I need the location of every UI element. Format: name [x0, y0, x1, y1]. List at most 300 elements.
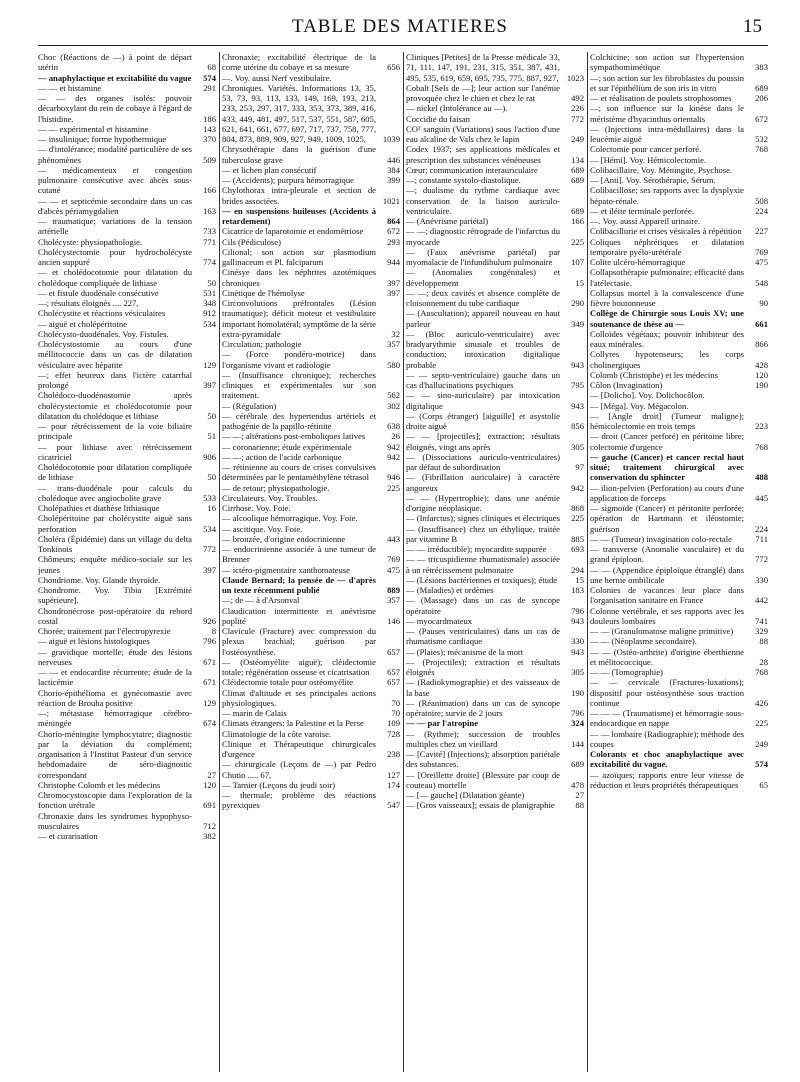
- index-entry: [406, 52, 584, 83]
- index-entry: [590, 93, 768, 103]
- index-entry-text: — gravidique mortelle; étude des lésions nerveuses: [38, 646, 192, 667]
- index-entry: [38, 575, 216, 585]
- index-entry-page: 672: [387, 226, 400, 237]
- index-entry: [406, 647, 584, 657]
- index-entry-text: Cils (Pédiculose): [222, 236, 281, 247]
- index-entry-page: 16: [207, 503, 216, 513]
- index-entry-text: Colchicine; son action sur l'hypertension sympathomimétique: [590, 52, 744, 73]
- index-entry-page: 174: [387, 779, 400, 790]
- index-entry: [590, 380, 768, 390]
- index-entry-page: 226: [571, 103, 584, 114]
- index-entry-page: 28: [759, 656, 768, 667]
- index-entry-text: — aiguë et cholépéritoine: [38, 318, 128, 329]
- index-entry-text: — [Méga]. Voy. Mégacolon.: [590, 400, 689, 411]
- index-entry-text: — (Fibrillation auriculaire) à caractère angoreux: [406, 472, 560, 493]
- page-number: 15: [743, 16, 762, 37]
- index-entry-text: Collapsothérapie pulmonaire; efficacité dans l'atélectasie.: [590, 267, 744, 288]
- index-entry-page: 166: [571, 216, 584, 226]
- index-entry-page: 488: [755, 472, 768, 483]
- index-entry-text: — [Angle droit] (Tumeur maligne); hémicolectomie en trois temps: [590, 410, 744, 431]
- index-entry-page: 712: [203, 820, 216, 831]
- index-entry: [406, 749, 584, 770]
- index-entry: [406, 575, 584, 585]
- index-entry-page: 163: [203, 205, 216, 216]
- index-entry: [38, 339, 216, 370]
- index-entry: [38, 667, 216, 688]
- index-entry-text: —; métastase hémorragique cérébro-méningée: [38, 708, 192, 729]
- index-entry: [590, 636, 768, 646]
- index-entry-page: 475: [755, 257, 768, 267]
- index-entry-text: Codex 1937; ses applications médicales et prescription des substances vénéneuses: [406, 144, 560, 165]
- index-entry-text: —. Voy. aussi Appareil urinaire.: [590, 216, 701, 226]
- index-entry-page: 475: [387, 564, 400, 575]
- index-entry-page: 330: [755, 574, 768, 585]
- index-entry: [38, 421, 216, 442]
- index-entry-text: Chroniques. Variétés. Informations 13, 35, 53, 73, 93, 113, 133, 149, 169, 193, 213, 233, 253, 297, 317, 333, 353, 373, 389, 416, 433, 449, 481, 497, 517, 537, 551, 587, 605, 621, 641, 661, 677, 697, 717, 737, 758, 777, 804, 873, 889, 909, 927, 949, 1009, 1025,: [222, 82, 376, 144]
- index-entry-page: 225: [387, 482, 400, 493]
- index-entry: [590, 401, 768, 411]
- index-entry-text: — et curarisation: [38, 831, 98, 841]
- index-entry-text: Climats étrangers: la Palestine et la Perse: [222, 718, 364, 729]
- index-entry-page: 768: [755, 441, 768, 452]
- index-column-2: [222, 52, 400, 1072]
- index-entry-text: — médicamenteux et congestion pulmonaire consécutive avec abcès sous-cutané: [38, 164, 192, 196]
- index-entry: [38, 73, 216, 83]
- index-entry-text: — (Auscultation); appareil nouveau en haut parleur: [406, 308, 560, 329]
- index-entry-page: 671: [203, 677, 216, 688]
- index-entry: [590, 155, 768, 165]
- index-entry-page: 357: [387, 339, 400, 349]
- index-entry-page: 442: [755, 595, 768, 606]
- index-entry: [406, 472, 584, 493]
- index-entry: [222, 739, 400, 760]
- index-entry-text: Colite ulcéro-hémorragique: [590, 257, 686, 267]
- index-entry-page: 65: [759, 779, 768, 790]
- page-title: TABLE DES MATIERES: [292, 16, 508, 37]
- index-entry-page: 906: [203, 451, 216, 462]
- index-entry-text: Circonvolutions préfrontales (Lésion traumatique); déficit moteur et vestibulaire important homolatéral; symptôme de la série extra-pyramidale: [222, 298, 376, 339]
- index-entry-page: 397: [203, 380, 216, 390]
- index-entry-text: — ascitique. Voy. Foie.: [222, 523, 303, 534]
- index-entry-page: 638: [387, 421, 400, 431]
- index-entry-page: 90: [759, 298, 768, 308]
- index-entry: [38, 606, 216, 627]
- index-entry-page: 943: [571, 400, 584, 411]
- index-entry-page: 508: [755, 195, 768, 206]
- index-entry: [590, 565, 768, 586]
- index-entry: [406, 308, 584, 329]
- index-entry-page: 443: [387, 533, 400, 544]
- index-entry-text: — cérébrale des hypertendus artériels et pathogénie de la papillo-rétinite: [222, 410, 376, 431]
- index-entry-page: 912: [203, 308, 216, 319]
- index-entry-text: — d'intolérance; modalité particulière de ses phénomènes: [38, 144, 192, 165]
- index-entry: [222, 657, 400, 678]
- index-entry: [406, 267, 584, 288]
- index-entry-text: — — (Tumeur) invagination colo-rectale: [590, 533, 732, 544]
- index-entry: [406, 216, 584, 226]
- index-entry-text: — (Ostéomyélite aiguë); cléidectomie totale; régénération osseuse et cicatrisation: [222, 656, 376, 677]
- index-entry-page: 26: [391, 431, 400, 442]
- index-entry-page: 397: [387, 277, 400, 288]
- index-entry: [590, 206, 768, 216]
- index-entry-text: — (Insuffisance) chez un éthylique, traitée par vitamine B: [406, 523, 560, 544]
- index-entry-text: — (Corps étranger) [aiguille] et asystolie droite aiguë: [406, 410, 560, 431]
- index-entry-page: 186: [203, 113, 216, 124]
- index-entry-page: 97: [575, 462, 584, 472]
- index-entry-page: 574: [203, 72, 216, 83]
- index-entry-text: — [Anti]. Voy. Sérothérapie, Sérum.: [590, 175, 716, 185]
- index-entry-page: 238: [387, 749, 400, 759]
- index-entry: [590, 267, 768, 288]
- index-entry: [222, 780, 400, 790]
- index-entry: [38, 247, 216, 268]
- index-entry-text: Chondriome. Voy. Glande thyroïde.: [38, 574, 161, 585]
- index-entry: [406, 329, 584, 370]
- index-entry: [38, 288, 216, 298]
- index-entry-page: 795: [571, 380, 584, 390]
- index-entry-page: 926: [203, 615, 216, 626]
- index-entry: [222, 718, 400, 728]
- index-entry: [38, 790, 216, 811]
- index-entry-page: 302: [387, 400, 400, 411]
- index-entry-page: 70: [391, 708, 400, 718]
- index-entry-page: 691: [203, 800, 216, 811]
- index-entry-text: — [Gros vaisseaux]; essais de planigraphie: [406, 800, 555, 811]
- index-entry-text: — — (Néoplasme secondaire).: [590, 636, 697, 647]
- index-entry-text: — Tarnier (Leçons du jeudi soir): [222, 779, 336, 790]
- index-entry: [38, 93, 216, 124]
- index-entry: [590, 124, 768, 145]
- index-entry: [590, 185, 768, 206]
- index-entry: [406, 770, 584, 791]
- index-entry-text: — (Infarctus); signes cliniques et électriques: [406, 513, 560, 524]
- index-entry-text: — et cholédocotomie pour dilatation du cholédoque compliquée de lithiase: [38, 267, 192, 288]
- index-entry-text: Colectomie pour cancer perforé.: [590, 144, 702, 155]
- index-entry-text: — aiguë et lésions histologiques: [38, 636, 150, 647]
- index-entry-text: Colibacillose; ses rapports avec la dysplyxie hépato-rénale.: [590, 185, 744, 206]
- index-entry-text: — (Dissociations auriculo-ventriculaires) par défaut de subordination: [406, 451, 560, 472]
- index-entry-page: 943: [571, 615, 584, 626]
- index-entry-page: 943: [571, 359, 584, 370]
- index-entry-text: — et iléite terminale perforée.: [590, 205, 694, 216]
- index-entry-text: — (Anomalies congénitales) et développement: [406, 267, 560, 288]
- index-entry-page: 88: [759, 636, 768, 647]
- index-entry: [590, 667, 768, 677]
- index-entry: [38, 144, 216, 165]
- index-entry-page: 728: [387, 728, 400, 739]
- index-entry: [222, 513, 400, 523]
- index-entry-text: — — (Appendice épiploïque étranglé) dans une hernie ombilicale: [590, 564, 744, 585]
- index-entry: [222, 247, 400, 268]
- index-entry-page: 294: [571, 564, 584, 575]
- index-entry-page: 109: [387, 718, 400, 729]
- index-entry: [590, 770, 768, 791]
- index-entry-text: — [Hémi]. Voy. Hémicolectomie.: [590, 154, 707, 165]
- index-entry-page: 384: [387, 164, 400, 175]
- index-entry-text: — (Faux anévrisme pariétal) par myomalacie de l'infundibulum pulmonaire: [406, 246, 560, 267]
- index-entry: [38, 216, 216, 237]
- index-entry-text: Cinétique de l'hémolyse: [222, 287, 305, 298]
- index-entry-page: 671: [203, 656, 216, 667]
- index-entry-text: Claude Bernard; la pensée de — d'après un texte récemment publié: [222, 574, 376, 595]
- index-entry-page: 885: [571, 533, 584, 544]
- index-entry-text: —; de — à d'Arsonval: [222, 595, 300, 606]
- index-entry-text: Cicatrice de laparotomie et endométriose: [222, 226, 364, 237]
- index-entry-page: 27: [207, 769, 216, 780]
- index-entry: [590, 288, 768, 309]
- index-entry: [38, 626, 216, 636]
- index-entry: [38, 483, 216, 504]
- index-entry: [222, 503, 400, 513]
- index-entry-page: 774: [203, 257, 216, 267]
- index-entry: [38, 83, 216, 93]
- index-entry: [590, 237, 768, 258]
- index-entry: [406, 513, 584, 523]
- index-entry-text: Christophe Colomb et les médecins: [38, 779, 161, 790]
- index-entry-page: 120: [755, 369, 768, 380]
- index-entry-text: Chômeurs; enquête médico-sociale sur les jeunes: [38, 554, 192, 575]
- index-entry-page: 656: [387, 62, 400, 73]
- index-entry: [222, 708, 400, 718]
- index-entry: [590, 534, 768, 544]
- index-entry: [222, 431, 400, 441]
- index-entry-page: 574: [755, 759, 768, 770]
- index-entry: [38, 267, 216, 288]
- index-entry-page: 382: [203, 831, 216, 841]
- column-divider: [587, 52, 588, 1072]
- index-entry-text: Cholécyste: physiopathologie.: [38, 236, 143, 247]
- index-entry: [590, 411, 768, 432]
- index-entry-text: — [Dolicho]. Voy. Dolichocôlon.: [590, 390, 705, 401]
- index-entry-text: — — (Granulomatose maligne primitive): [590, 626, 734, 636]
- index-entry-text: Chronaxie dans les syndromes hypophyso-musculaires: [38, 810, 192, 831]
- index-entry-text: Colonne vertébrale, et ses rapports avec les douleurs lombaires: [590, 605, 744, 626]
- index-entry-page: 445: [755, 492, 768, 503]
- index-entry-page: 305: [571, 441, 584, 452]
- index-entry-text: — (Pauses ventriculaires) dans un cas de rhumatisme cardiaque: [406, 626, 560, 647]
- index-entry-text: Coliques néphrétiques et dilatation temporaire pyélo-urétérale: [590, 236, 744, 257]
- index-entry-page: 768: [755, 144, 768, 155]
- index-entry-text: Cobalt [Sels de —]; leur action sur l'anémie provoquée chez le chien et chez le rat: [406, 82, 560, 103]
- index-entry-page: 796: [571, 708, 584, 718]
- index-entry-text: — thermale; problème des réactions pyrexiques: [222, 790, 376, 811]
- index-entry-page: 27: [575, 790, 584, 800]
- index-entry-page: 129: [203, 697, 216, 708]
- column-divider: [219, 52, 220, 1072]
- index-entry-page: 88: [575, 800, 584, 811]
- index-entry-page: 768: [755, 667, 768, 677]
- index-entry-text: Chorio-épithélioma et gynécomastie avec réaction de Brouha positive: [38, 687, 192, 708]
- index-entry-text: — (Maladies) et ordèmes: [406, 585, 494, 595]
- index-entry-page: 689: [571, 205, 584, 216]
- index-entry: [590, 103, 768, 124]
- index-entry-text: — (Radiokymographie) et des vaisseaux de la base: [406, 677, 560, 698]
- index-entry-text: — ictéro-pigmentaire xanthomateuse: [222, 564, 350, 575]
- index-entry-text: — endocrinienne associée à une tumeur de Brenner: [222, 544, 376, 565]
- index-entry: [406, 452, 584, 473]
- index-entry: [222, 565, 400, 575]
- index-entry-page: 206: [755, 93, 768, 103]
- index-entry: [38, 196, 216, 217]
- index-entry-page: 225: [571, 513, 584, 524]
- index-entry-text: —; résultats éloignés .... 227,: [38, 298, 139, 308]
- index-entry: [222, 790, 400, 811]
- index-entry-text: Cœur; communication interauriculaire: [406, 164, 538, 175]
- index-entry-text: Colomb (Christophe) et les médecins: [590, 369, 718, 380]
- index-entry-text: Colibacillaire. Voy. Méningite, Psychose.: [590, 164, 733, 175]
- index-entry-page: 772: [203, 544, 216, 554]
- index-entry: [222, 83, 400, 145]
- index-entry-page: 661: [755, 318, 768, 329]
- index-entry-page: 534: [203, 318, 216, 329]
- index-entry-page: 864: [387, 216, 400, 226]
- index-entry-text: Colloïdes végétaux; pouvoir inhibiteur des eaux minérales.: [590, 328, 744, 349]
- index-entry-text: — (Accidents); purpura hémorragique: [222, 175, 354, 185]
- index-entry-text: — et réalisation de poulets strophosomes: [590, 93, 732, 103]
- index-entry-text: — en suspensions huileuses (Accidents à retardement): [222, 205, 376, 226]
- index-entry-text: Chorio-méningite lymphocytaire; diagnostic par la déviation du complément; organisation à l'Institut Pasteur d'un service hebdomadaire de séro-diagnostic correspondant: [38, 728, 192, 780]
- index-entry-text: — (Régulation): [222, 400, 277, 411]
- index-entry: [406, 165, 584, 175]
- index-entry-text: — — cervicale (Fractures-luxations); dispositif pour ostéosynthèse sous traction continue: [590, 677, 744, 708]
- index-entry-text: Circulateurs. Voy. Troubles.: [222, 492, 318, 503]
- index-entry-page: 249: [755, 738, 768, 749]
- index-entry-page: 946: [387, 472, 400, 483]
- index-entry-text: — (Lésions bactériennes et toxiques); étude: [406, 574, 558, 585]
- index-entry-page: 249: [571, 134, 584, 144]
- index-entry-text: — — et septicémie secondaire dans un cas d'abcès périamygdalien: [38, 195, 192, 216]
- index-entry-text: Cholécysto-duodénales. Voy. Fistules.: [38, 328, 169, 339]
- index-entry-page: 944: [387, 257, 400, 267]
- index-entry-page: 672: [755, 113, 768, 124]
- index-entry-text: Cléidectomie totale pour ostéomyélite: [222, 677, 354, 688]
- index-entry-page: 305: [571, 667, 584, 677]
- index-entry-page: 397: [387, 287, 400, 298]
- index-entry-text: — — et histamine: [38, 82, 102, 93]
- index-entry: [38, 370, 216, 391]
- index-entry: [590, 503, 768, 534]
- index-entry-page: 733: [203, 226, 216, 237]
- index-entry-page: 942: [387, 441, 400, 452]
- index-entry: [222, 165, 400, 175]
- index-entry: [222, 677, 400, 687]
- index-entry-text: Colorants et choc anaphylactique avec excitabilité du vague.: [590, 749, 744, 770]
- index-entry: [222, 544, 400, 565]
- index-entry-text: — anaphylactique et excitabilité du vague: [38, 72, 192, 83]
- index-entry-page: 383: [755, 62, 768, 73]
- index-entry-page: 711: [755, 533, 768, 544]
- index-entry-text: — — (Ostéo-arthrite) d'origine éberthienne et mélitococcique.: [590, 646, 744, 667]
- index-entry: [406, 370, 584, 391]
- index-entry-page: 796: [203, 636, 216, 647]
- index-entry: [406, 790, 584, 800]
- index-entry: [406, 493, 584, 514]
- index-entry-text: — (Injections intra-médullaires) dans la leucémie aiguë: [590, 123, 744, 144]
- index-entry-page: 129: [203, 359, 216, 370]
- index-entry-page: 143: [203, 123, 216, 134]
- index-entry: [222, 206, 400, 227]
- index-entry: [406, 83, 584, 104]
- index-column-1: [38, 52, 216, 1072]
- index-entry-page: 70: [391, 697, 400, 708]
- index-entry: [406, 698, 584, 719]
- index-entry: [406, 103, 584, 113]
- index-entry-page: 166: [203, 185, 216, 196]
- index-entry-page: 290: [571, 298, 584, 308]
- index-entry: [222, 237, 400, 247]
- index-entry: [590, 431, 768, 452]
- index-entry-text: — — tricuspidienne rhumatismale) associée à un rétrécissement pulmonaire: [406, 554, 560, 575]
- index-entry-page: 889: [387, 585, 400, 595]
- index-entry-text: — chirurgicale (Leçons de —) par Pedro Chutio ..... 67,: [222, 759, 376, 780]
- index-entry: [590, 708, 768, 729]
- index-entry: [222, 370, 400, 401]
- index-entry-text: —; son action sur les fibroblastes du poussin et sur l'épithélium de son iris in vitro: [590, 72, 744, 93]
- index-entry-page: 324: [571, 718, 584, 729]
- index-entry-page: 657: [387, 667, 400, 677]
- index-entry-page: 531: [203, 287, 216, 298]
- index-entry: [406, 729, 584, 750]
- index-entry: [222, 575, 400, 596]
- index-entry-text: — (Bloc auriculo-ventriculaire) avec bradyarythmie sinusale et troubles de conduction; intoxication digitalique probable: [406, 328, 560, 370]
- index-entry: [406, 114, 584, 124]
- index-entry: [406, 554, 584, 575]
- index-entry-text: — (Plaies); mécanisme de la mort: [406, 646, 524, 657]
- index-entry-text: Chrysothérapie dans la guérison d'une tuberculose grave: [222, 144, 376, 165]
- index-entry: [590, 729, 768, 750]
- index-entry-page: 190: [571, 687, 584, 698]
- index-entry: [38, 165, 216, 196]
- index-entry-page: 689: [755, 82, 768, 93]
- index-entry-text: Chondronécrose post-opératoire du rebord costal: [38, 605, 192, 626]
- index-entry: [222, 688, 400, 709]
- index-entry-page: 50: [207, 410, 216, 421]
- index-entry-page: 478: [571, 779, 584, 790]
- index-entry-page: 796: [571, 605, 584, 616]
- index-entry: [222, 175, 400, 185]
- index-columns: [38, 52, 770, 1072]
- index-entry-page: 329: [755, 626, 768, 636]
- index-entry: [38, 729, 216, 780]
- index-entry: [38, 688, 216, 709]
- index-entry-text: — —; diagnostic rétrograde de l'infarctus du myocarde: [406, 226, 560, 247]
- index-entry: [38, 319, 216, 329]
- index-entry-text: — — des organes isolés: pouvoir décarboxylant du rein de cobaye à l'égard de l'histidine.: [38, 93, 192, 124]
- index-entry: [222, 524, 400, 534]
- index-entry-text: — rétinienne au cours de crises convulsives déterminées par le pentaméthylène tétrasol: [222, 462, 376, 483]
- index-entry-page: 769: [387, 554, 400, 565]
- index-entry-page: 120: [203, 779, 216, 790]
- index-entry: [406, 626, 584, 647]
- index-entry-text: Colibacillurie et crises vésicales à répétition: [590, 226, 742, 237]
- index-entry: [38, 636, 216, 646]
- index-entry: [38, 780, 216, 790]
- index-entry-text: — —; altérations post-emboliques latives: [222, 431, 366, 442]
- index-entry: [38, 831, 216, 841]
- index-entry-text: Collyres hypotenseurs; les corps cholinergiques: [590, 349, 744, 370]
- header-rule: [38, 45, 768, 46]
- index-entry-text: —. Voy. aussi Nerf vestibulaire.: [222, 72, 332, 83]
- index-entry-page: 772: [571, 113, 584, 124]
- index-entry-text: Circulation; pathologie: [222, 339, 302, 349]
- index-entry: [590, 308, 768, 329]
- index-entry-text: CO² sanguin (Variations) sous l'action d'une eau alcaline de Vals chez le lapin: [406, 123, 560, 144]
- index-entry-page: 50: [207, 472, 216, 483]
- index-entry-page: 674: [203, 718, 216, 729]
- index-entry: [222, 483, 400, 493]
- index-entry: [222, 452, 400, 462]
- index-entry-text: Clavicule (Fracture) avec compression du plexus brachial; guérison par l'ostéosynthèse.: [222, 626, 376, 657]
